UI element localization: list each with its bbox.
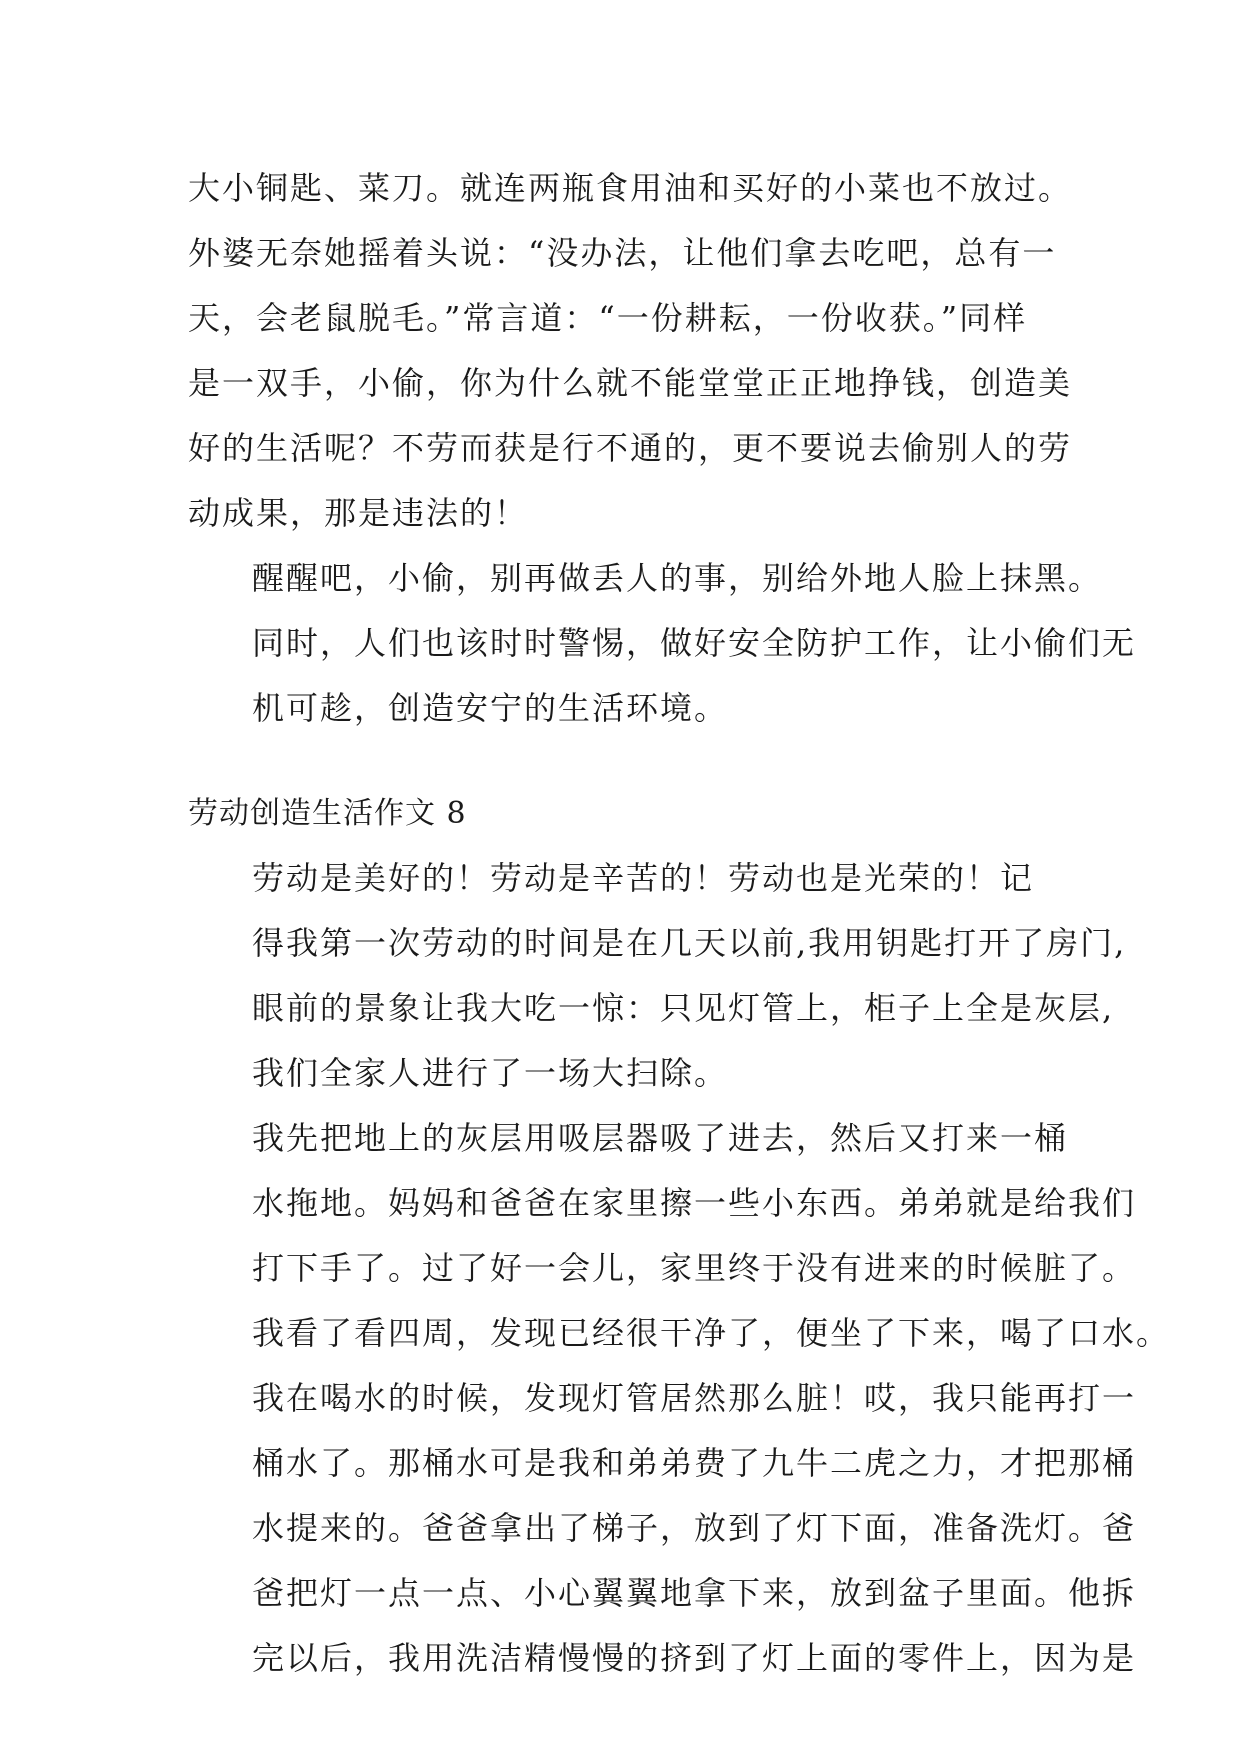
paragraph [188, 546, 1137, 741]
text-line: 机可趁，创造安宁的生活环境。 [252, 689, 729, 727]
text-line: 是一双手，小偷，你为什么就不能堂堂正正地挣钱，创造美 [188, 364, 1073, 402]
document-body [188, 156, 1171, 1691]
text-line: 同时，人们也该时时警惕，做好安全防护工作，让小偷们无 [252, 624, 1137, 662]
text-line: 我们全家人进行了一场大扫除。 [252, 1054, 729, 1092]
text-line: 完以后，我用洗洁精慢慢的挤到了灯上面的零件上，因为是 [252, 1639, 1137, 1677]
section-title: 劳动创造生活作文 8 [188, 796, 467, 831]
text-line: 好的生活呢？不劳而获是行不通的，更不要说去偷别人的劳 [188, 429, 1073, 467]
text-line: 我先把地上的灰层用吸层器吸了进去，然后又打来一桶 [252, 1119, 1069, 1157]
text-line: 得我第一次劳动的时间是在几天以前,我用钥匙打开了房门, [252, 924, 1127, 962]
text-line: 动成果，那是违法的！ [188, 494, 529, 532]
text-line: 天，会老鼠脱毛。”常言道：“一份耕耘，一份收获。”同样 [188, 299, 1028, 337]
text-line: 桶水了。那桶水可是我和弟弟费了九牛二虎之力，才把那桶 [252, 1444, 1137, 1482]
text-line: 大小铜匙、菜刀。就连两瓶食用油和买好的小菜也不放过。 [188, 169, 1073, 207]
text-line: 打下手了。过了好一会儿，家里终于没有进来的时候脏了。 [252, 1249, 1137, 1287]
paragraph [188, 1106, 1171, 1691]
text-line: 爸把灯一点一点、小心翼翼地拿下来，放到盆子里面。他拆 [252, 1574, 1137, 1612]
text-line: 眼前的景象让我大吃一惊：只见灯管上，柜子上全是灰层, [252, 989, 1115, 1027]
paragraph [188, 846, 1127, 1106]
paragraph [188, 156, 1073, 546]
text-line: 劳动是美好的！劳动是辛苦的！劳动也是光荣的！记 [252, 859, 1035, 897]
text-line: 醒醒吧，小偷，别再做丢人的事，别给外地人脸上抹黑。 [252, 559, 1103, 597]
text-line: 水提来的。爸爸拿出了梯子，放到了灯下面，准备洗灯。爸 [252, 1509, 1137, 1547]
text-line: 外婆无奈她摇着头说：“没办法，让他们拿去吃吧，总有一 [188, 234, 1057, 272]
text-line: 我看了看四周，发现已经很干净了，便坐了下来，喝了口水。 [252, 1314, 1171, 1352]
text-line: 我在喝水的时候，发现灯管居然那么脏！哎，我只能再打一 [252, 1379, 1137, 1417]
text-line: 水拖地。妈妈和爸爸在家里擦一些小东西。弟弟就是给我们 [252, 1184, 1137, 1222]
